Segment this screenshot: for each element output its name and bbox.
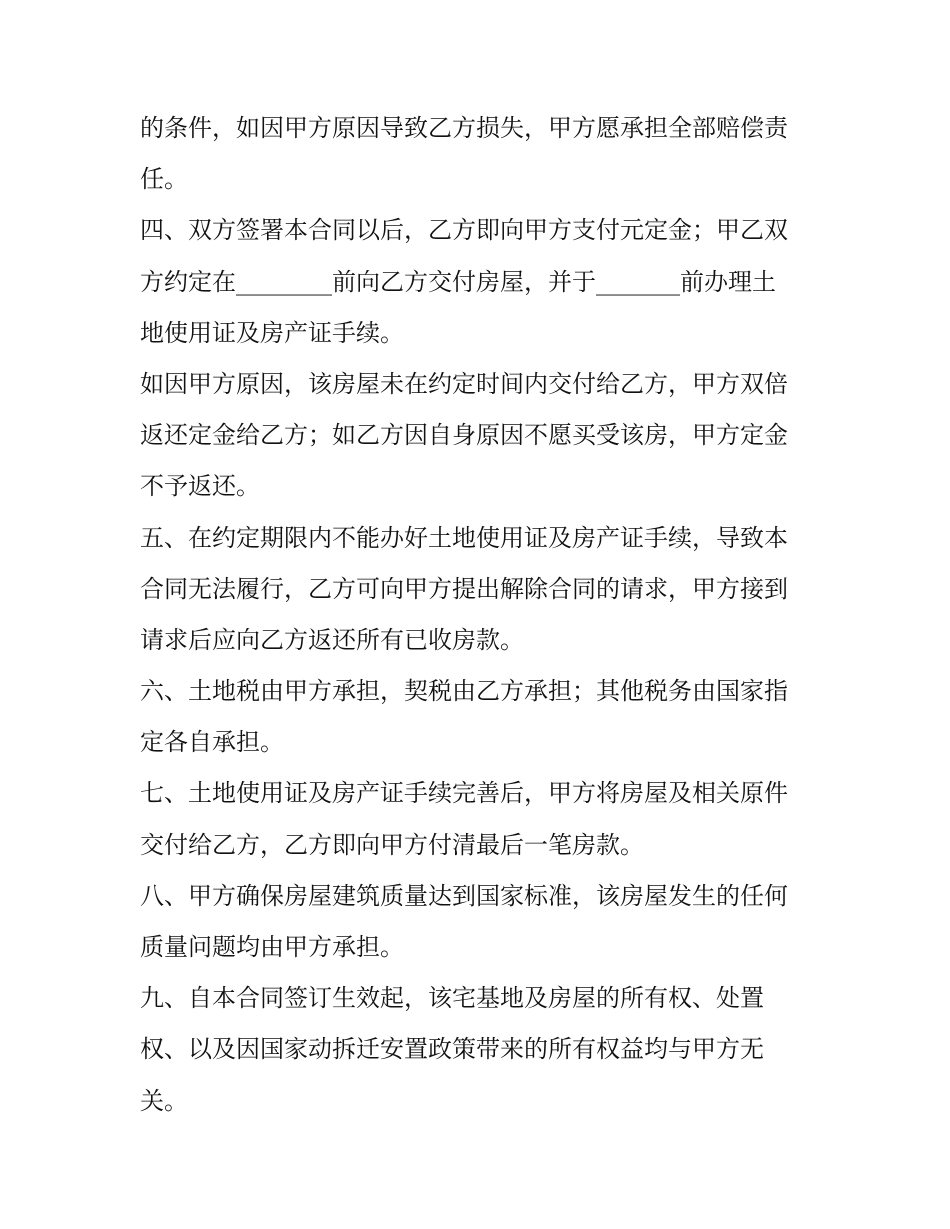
contract-text [140,103,812,1127]
text-line: 返还定金给乙方；如乙方因自身原因不愿买受该房，甲方定金 [140,421,788,450]
text-line: 六、土地税由甲方承担，契税由乙方承担；其他税务由国家指 [140,677,788,706]
text-line: 不予返还。 [140,472,260,501]
text-line: 任。 [140,165,188,194]
text-line: 权、以及因国家动拆迁安置政策带来的所有权益均与甲方无 [140,1035,764,1064]
text-line: 请求后应向乙方返还所有已收房款。 [140,625,524,654]
text-line: 七、土地使用证及房产证手续完善后，甲方将房屋及相关原件 [140,779,788,808]
text-line: 五、在约定期限内不能办好土地使用证及房产证手续，导致本 [140,523,788,552]
text-line: 八、甲方确保房屋建筑质量达到国家标准，该房屋发生的任何 [140,881,788,910]
text-line: 质量问题均由甲方承担。 [140,933,404,961]
text-line: 关。 [140,1086,188,1115]
text-line: 如因甲方原因，该房屋未在约定时间内交付给乙方，甲方双倍 [140,369,788,398]
text-line: 地使用证及房产证手续。 [140,318,404,347]
text-line: 合同无法履行，乙方可向甲方提出解除合同的请求，甲方接到 [140,574,788,603]
text-line: 方约定在________前向乙方交付房屋，并于_______前办理土 [140,267,776,296]
text-line: 定各自承担。 [140,728,284,757]
text-line: 四、双方签署本合同以后，乙方即向甲方支付元定金；甲乙双 [140,216,788,245]
text-line: 交付给乙方，乙方即向甲方付清最后一笔房款。 [140,830,644,859]
text-line: 九、自本合同签订生效起，该宅基地及房屋的所有权、处置 [140,984,764,1013]
text-line: 的条件，如因甲方原因导致乙方损失，甲方愿承担全部赔偿责 [140,114,788,142]
